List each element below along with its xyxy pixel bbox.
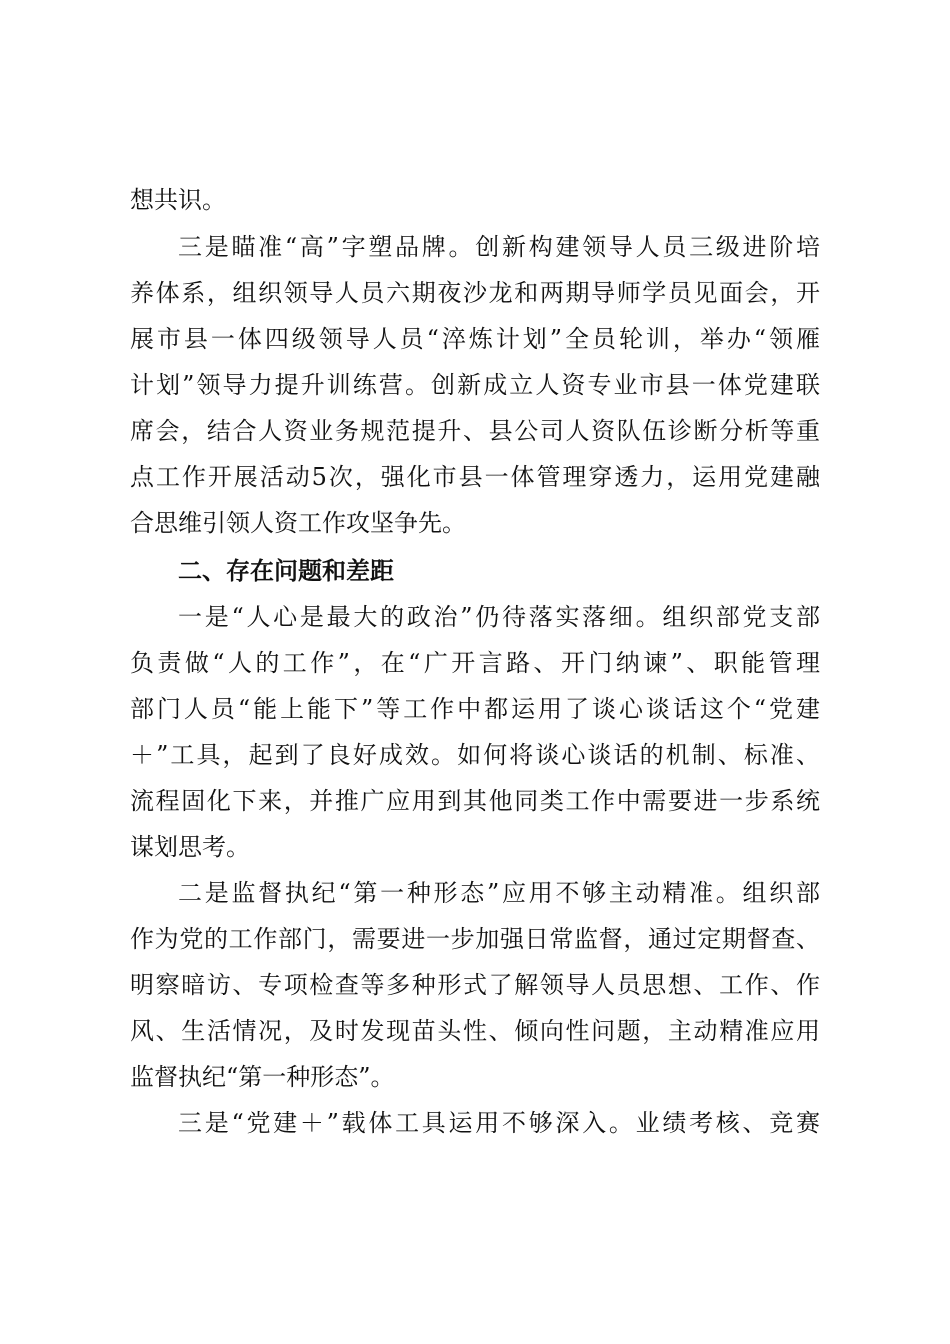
text-line: 三是瞄准“高”字塑品牌。创新构建领导人员三级进阶培 [178, 233, 820, 261]
text-line: 一是“人心是最大的政治”仍待落实落细。组织部党支部 [178, 603, 820, 631]
text-line: 点工作开展活动5次，强化市县一体管理穿透力，运用党建融 [130, 463, 820, 491]
text-line: 席会，结合人资业务规范提升、县公司人资队伍诊断分析等重 [130, 417, 820, 445]
text-line: 风、生活情况，及时发现苗头性、倾向性问题，主动精准应用 [130, 1017, 820, 1045]
text-line: 明察暗访、专项检查等多种形式了解领导人员思想、工作、作 [130, 971, 820, 999]
text-line: 二是监督执纪“第一种形态”应用不够主动精准。组织部 [178, 879, 820, 907]
text-line: ＋”工具，起到了良好成效。如何将谈心谈话的机制、标准、 [130, 741, 820, 769]
text-line: 养体系，组织领导人员六期夜沙龙和两期导师学员见面会，开 [130, 279, 820, 307]
text-line: 想共识。 [130, 186, 226, 214]
text-line: 流程固化下来，并推广应用到其他同类工作中需要进一步系统 [130, 787, 820, 815]
text-line: 作为党的工作部门，需要进一步加强日常监督，通过定期督查、 [130, 925, 820, 953]
text-line: 合思维引领人资工作攻坚争先。 [130, 509, 466, 537]
text-line: 计划”领导力提升训练营。创新成立人资专业市县一体党建联 [130, 371, 820, 399]
section-heading: 二、存在问题和差距 [178, 557, 394, 585]
text-line: 谋划思考。 [130, 833, 250, 861]
text-line: 负责做“人的工作”，在“广开言路、开门纳谏”、职能管理 [130, 649, 820, 677]
text-line: 部门人员“能上能下”等工作中都运用了谈心谈话这个“党建 [130, 695, 820, 723]
text-line: 监督执纪“第一种形态”。 [130, 1063, 395, 1091]
text-line: 三是“党建＋”载体工具运用不够深入。业绩考核、竞赛 [178, 1109, 820, 1137]
text-line: 展市县一体四级领导人员“淬炼计划”全员轮训，举办“领雁 [130, 325, 820, 353]
